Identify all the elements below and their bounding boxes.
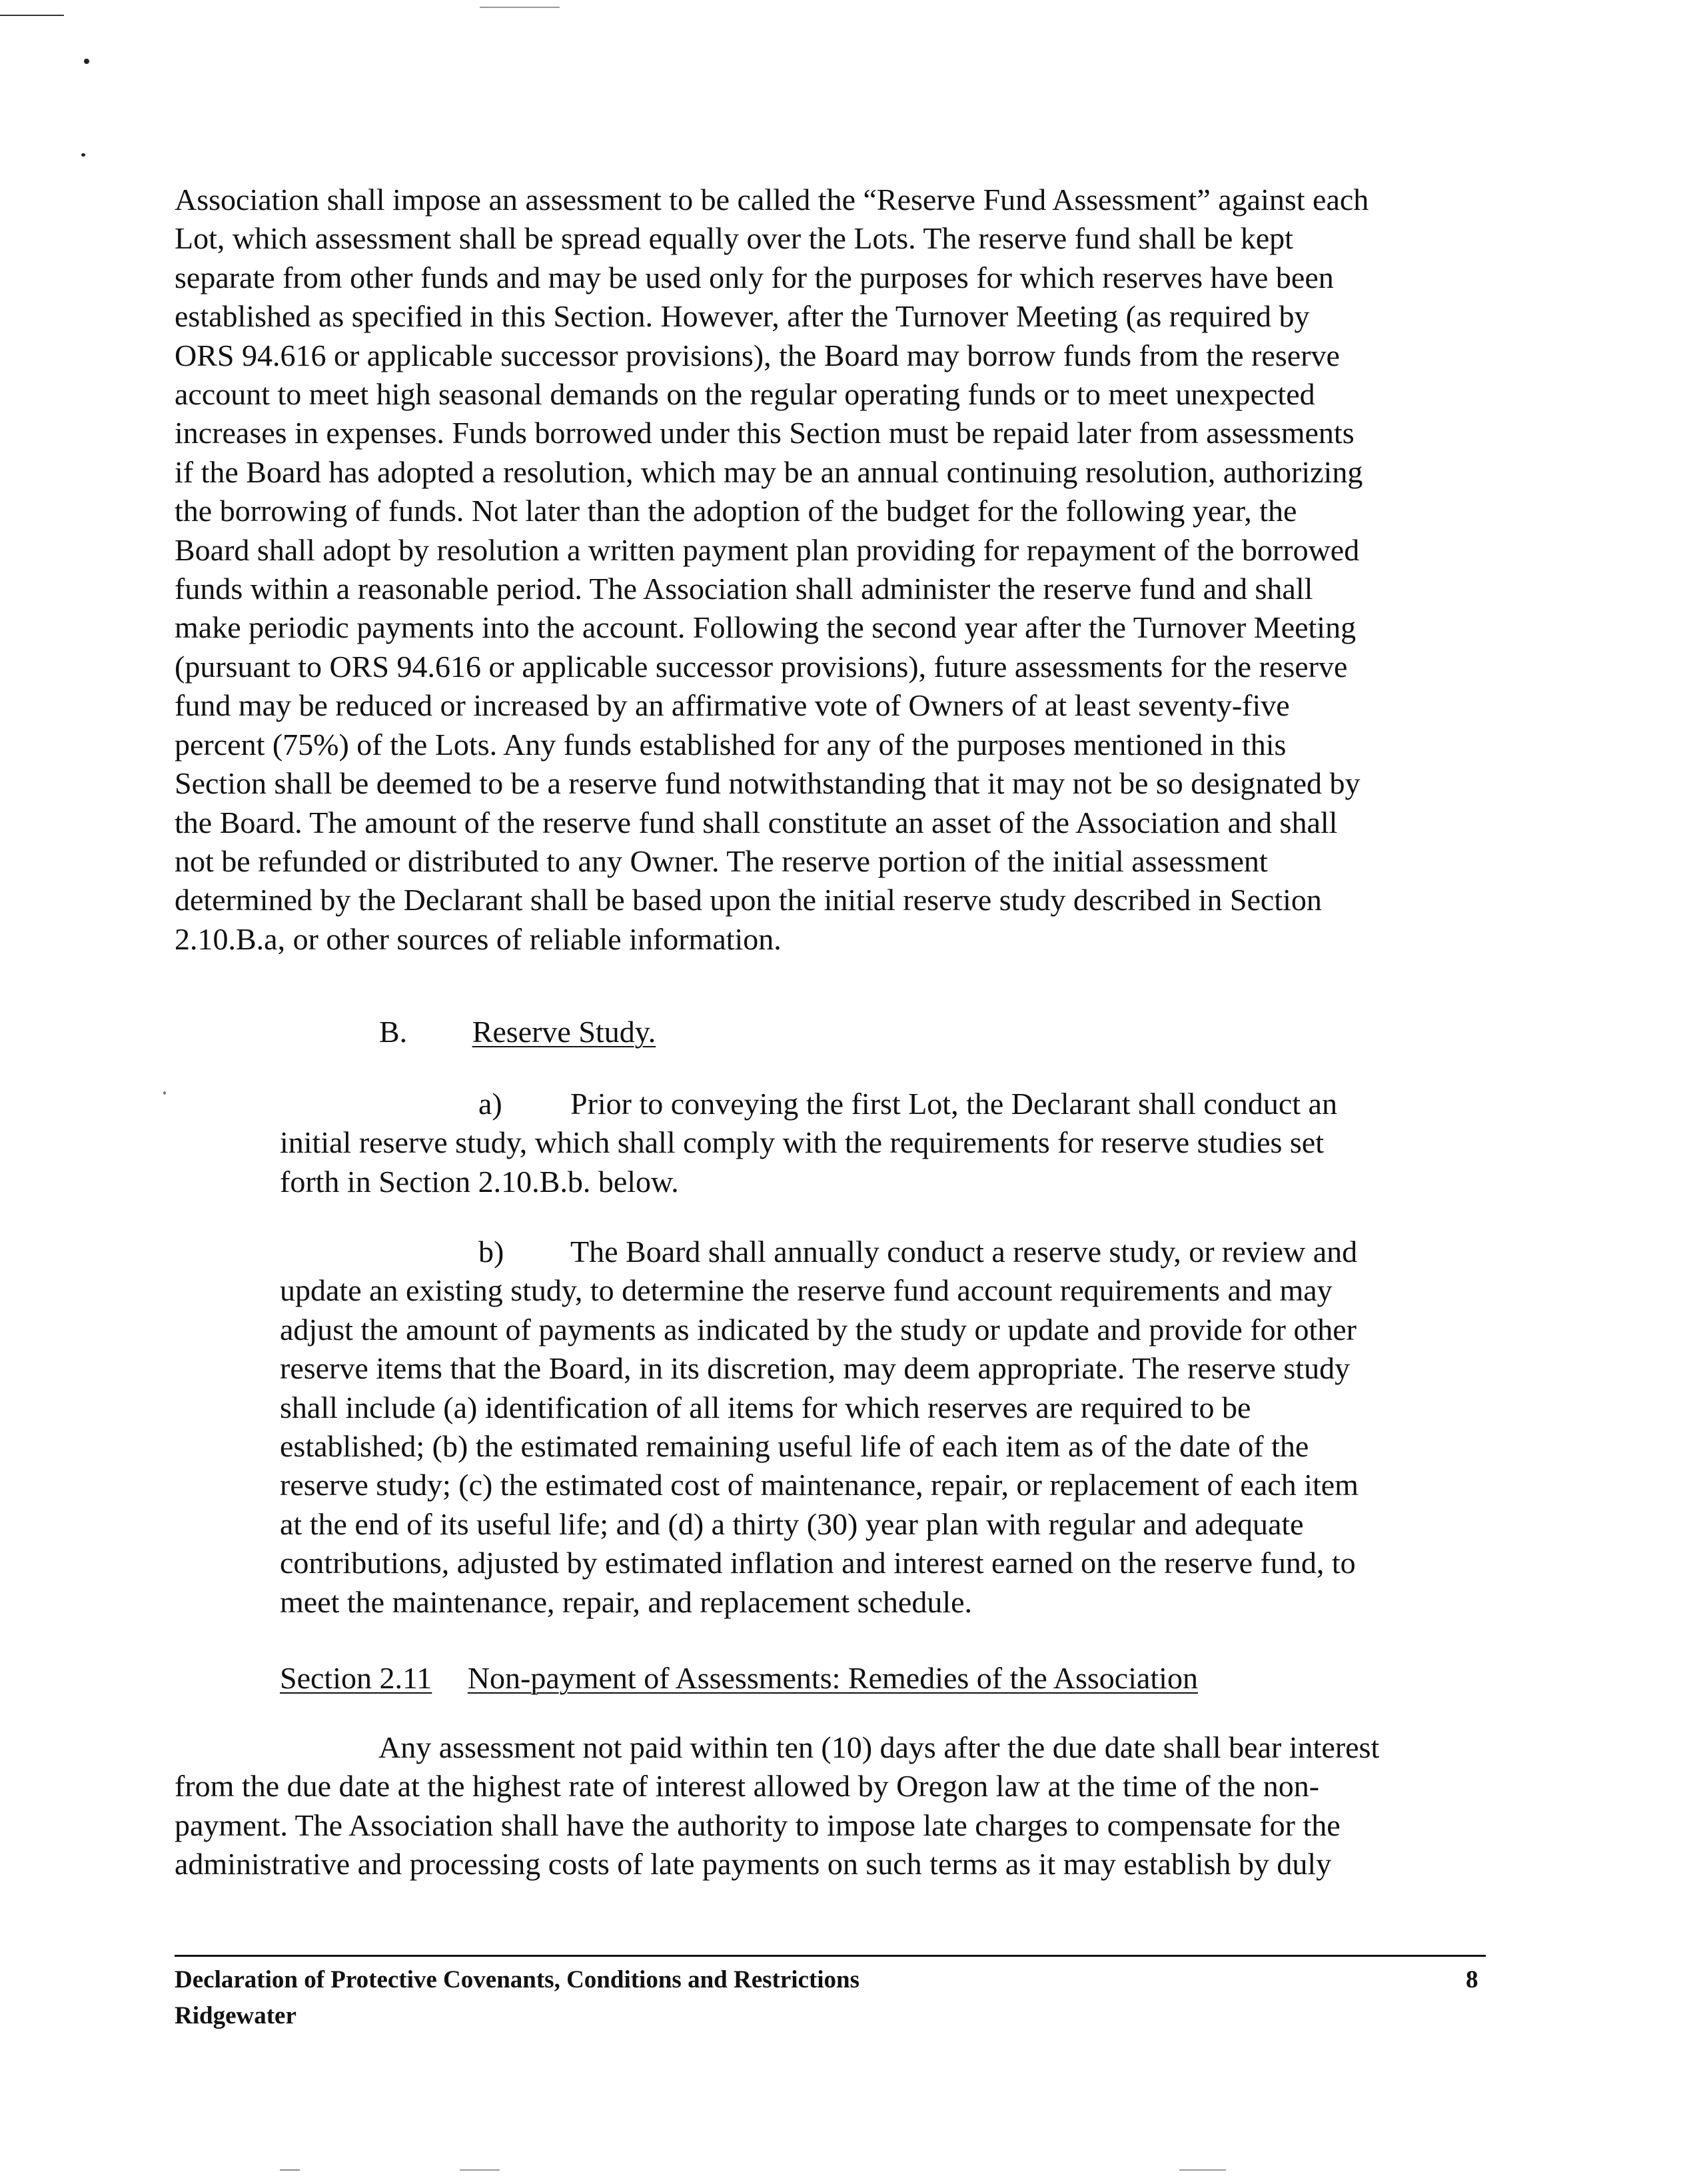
section-b-title: Reserve Study. bbox=[472, 1015, 656, 1049]
item-b-line-3: reserve items that the Board, in its discretion, may deem appropriate. The reserve study bbox=[280, 1351, 1351, 1386]
reserve-fund-line-15: Section shall be deemed to be a reserve fund notwithstanding that it may not be so designated by bbox=[175, 766, 1361, 801]
item-b-paragraph bbox=[280, 1233, 1432, 1622]
item-b-line-1: update an existing study, to determine the reserve fund account requirements and may bbox=[280, 1273, 1333, 1308]
item-b-line-4: shall include (a) identification of all items for which reserves are required to be bbox=[280, 1390, 1251, 1424]
item-b-line-5: established; (b) the estimated remaining useful life of each item as of the date of the bbox=[280, 1429, 1309, 1464]
footer-title: Declaration of Protective Covenants, Conditions and Restrictions bbox=[175, 1966, 860, 1993]
item-b-marker: b) bbox=[478, 1235, 504, 1269]
reserve-fund-paragraph bbox=[175, 181, 1487, 959]
reserve-fund-line-19: 2.10.B.a, or other sources of reliable information. bbox=[175, 921, 782, 956]
reserve-fund-line-18: determined by the Declarant shall be based upon the initial reserve study described in Section bbox=[175, 883, 1322, 917]
item-a-paragraph bbox=[280, 1085, 1432, 1201]
item-b-line-6: reserve study; (c) the estimated cost of maintenance, repair, or replacement of each item bbox=[280, 1468, 1359, 1502]
reserve-fund-line-7: if the Board has adopted a resolution, which may be an annual continuing resolution, authorizing bbox=[175, 454, 1363, 489]
nonpayment-line-0: Any assessment not paid within ten (10) days after the due date shall bear interest bbox=[378, 1730, 1380, 1764]
scan-dot-second bbox=[81, 153, 85, 157]
nonpayment-line-2: payment. The Association shall have the authority to impose late charges to compensate for the bbox=[175, 1808, 1341, 1842]
section-211-heading bbox=[280, 1659, 1198, 1698]
scan-dot-top bbox=[84, 59, 89, 64]
reserve-fund-line-17: not be refunded or distributed to any Owner. The reserve portion of the initial assessment bbox=[175, 843, 1268, 878]
section-b-heading bbox=[379, 1013, 656, 1051]
reserve-fund-line-3: established as specified in this Section. However, after the Turnover Meeting (as required by bbox=[175, 299, 1310, 334]
nonpayment-line-1: from the due date at the highest rate of interest allowed by Oregon law at the time of the non- bbox=[175, 1769, 1320, 1804]
item-a-first-line bbox=[280, 1085, 1432, 1123]
reserve-fund-line-16: the Board. The amount of the reserve fund shall constitute an asset of the Association and shall bbox=[175, 805, 1338, 839]
item-b-line-0: The Board shall annually conduct a reserve study, or review and bbox=[570, 1235, 1358, 1269]
reserve-fund-line-9: Board shall adopt by resolution a written payment plan providing for repayment of the borrowed bbox=[175, 532, 1360, 567]
reserve-fund-line-0: Association shall impose an assessment to be called the “Reserve Fund Assessment” against each bbox=[175, 183, 1369, 217]
reserve-fund-line-4: ORS 94.616 or applicable successor provisions), the Board may borrow funds from the reserve bbox=[175, 338, 1340, 372]
footer-subtitle: Ridgewater bbox=[175, 2002, 296, 2029]
section-211-number: Section 2.11 bbox=[280, 1661, 432, 1695]
section-b-letter: B. bbox=[379, 1015, 408, 1049]
footer-rule bbox=[175, 1955, 1486, 1957]
nonpayment-line-3: administrative and processing costs of late payments on such terms as it may establish by duly bbox=[175, 1847, 1332, 1882]
scan-mark-top-center bbox=[480, 7, 560, 8]
item-a-line-2: forth in Section 2.10.B.b. below. bbox=[280, 1164, 679, 1199]
scan-mark-bottom-left bbox=[280, 2169, 300, 2171]
item-b-line-9: meet the maintenance, repair, and replacement schedule. bbox=[280, 1584, 973, 1619]
item-b-line-7: at the end of its useful life; and (d) a thirty (30) year plan with regular and adequate bbox=[280, 1506, 1304, 1541]
item-b-line-8: contributions, adjusted by estimated inflation and interest earned on the reserve fund, to bbox=[280, 1546, 1356, 1580]
scan-mark-bottom-mid bbox=[460, 2169, 500, 2171]
reserve-fund-line-8: the borrowing of funds. Not later than the adoption of the budget for the following year, the bbox=[175, 494, 1297, 528]
reserve-fund-line-13: fund may be reduced or increased by an affirmative vote of Owners of at least seventy-five bbox=[175, 688, 1290, 723]
scan-mark-bottom-right bbox=[1179, 2169, 1226, 2171]
reserve-fund-line-6: increases in expenses. Funds borrowed under this Section must be repaid later from assessments bbox=[175, 416, 1355, 450]
reserve-fund-line-14: percent (75%) of the Lots. Any funds established for any of the purposes mentioned in this bbox=[175, 727, 1287, 762]
item-b-first-line bbox=[280, 1233, 1432, 1271]
reserve-fund-line-10: funds within a reasonable period. The Association shall administer the reserve fund and shall bbox=[175, 572, 1313, 606]
reserve-fund-line-2: separate from other funds and may be used only for the purposes for which reserves have been bbox=[175, 260, 1334, 294]
item-a-marker: a) bbox=[478, 1087, 502, 1121]
page-number: 8 bbox=[1466, 1966, 1478, 1993]
section-211-title: Non-payment of Assessments: Remedies of the Association bbox=[467, 1661, 1198, 1695]
item-a-line-0: Prior to conveying the first Lot, the Declarant shall conduct an bbox=[570, 1087, 1337, 1121]
reserve-fund-line-12: (pursuant to ORS 94.616 or applicable successor provisions), future assessments for the reserve bbox=[175, 649, 1348, 684]
item-b-line-2: adjust the amount of payments as indicated by the study or update and provide for other bbox=[280, 1312, 1357, 1347]
reserve-fund-line-5: account to meet high seasonal demands on the regular operating funds or to meet unexpected bbox=[175, 377, 1315, 412]
reserve-fund-line-11: make periodic payments into the account. Following the second year after the Turnover Meeting bbox=[175, 610, 1357, 645]
reserve-fund-line-1: Lot, which assessment shall be spread equally over the Lots. The reserve fund shall be kept bbox=[175, 221, 1293, 256]
scan-mark-top-left bbox=[0, 15, 64, 16]
scan-dot-margin bbox=[163, 1091, 166, 1095]
item-a-line-1: initial reserve study, which shall comply with the requirements for reserve studies set bbox=[280, 1125, 1324, 1160]
nonpayment-paragraph bbox=[175, 1728, 1487, 1884]
